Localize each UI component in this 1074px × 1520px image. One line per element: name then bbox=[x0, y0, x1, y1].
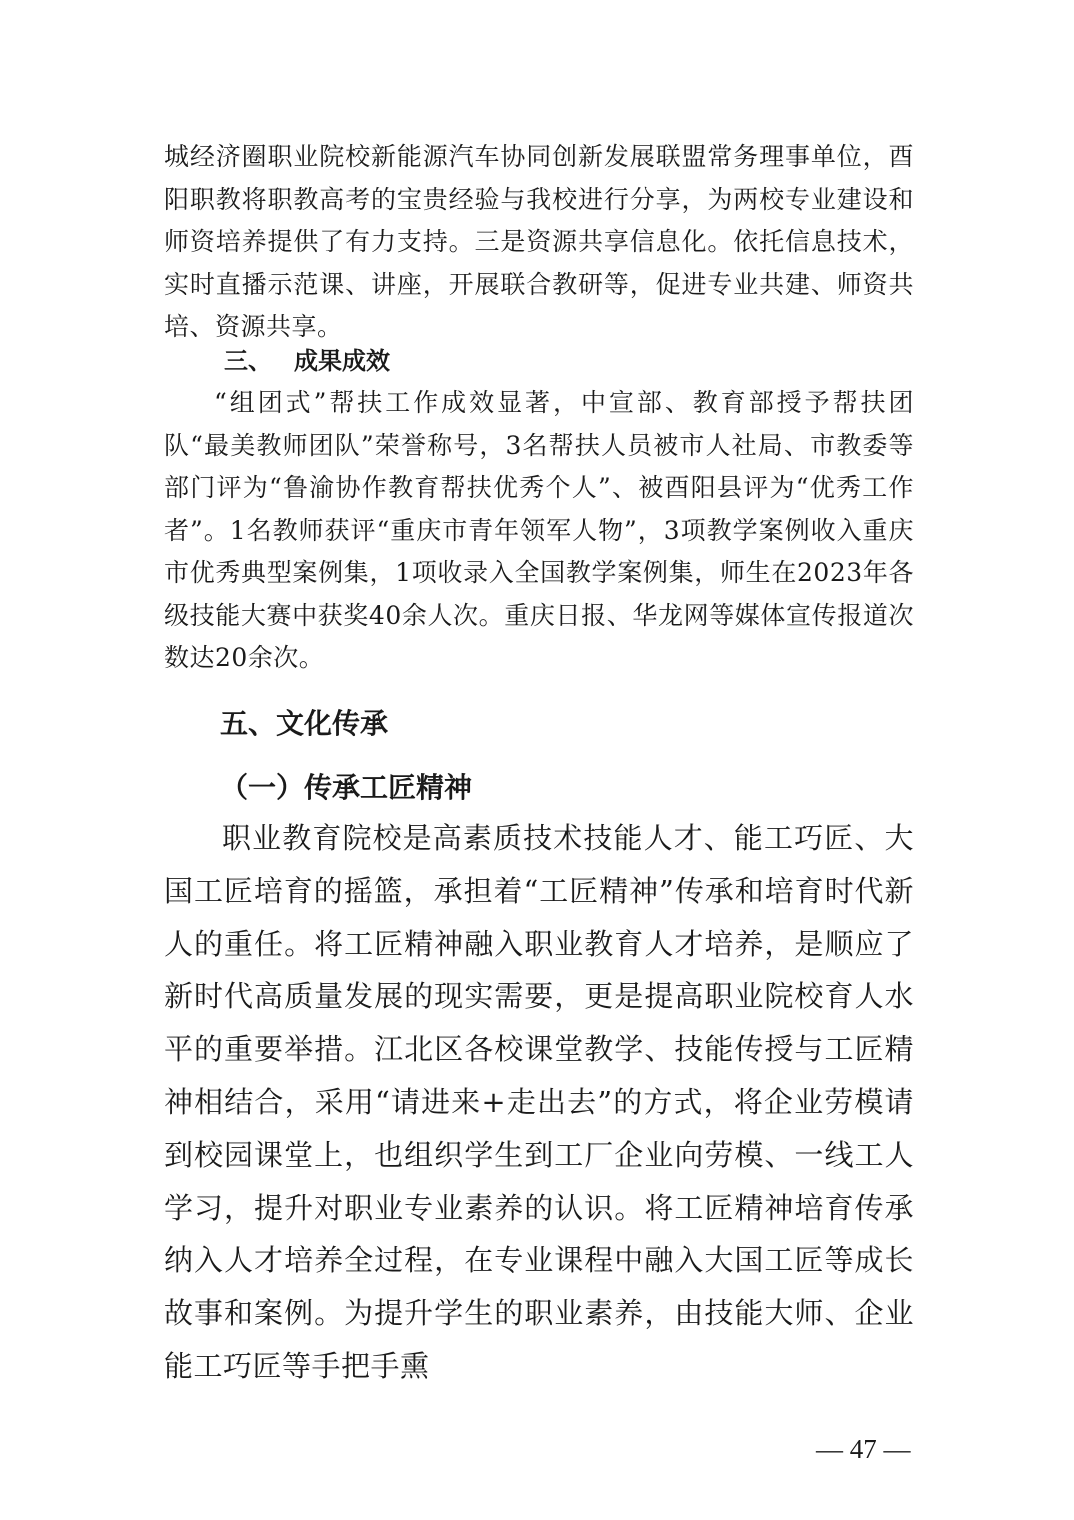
paragraph-resource-sharing: 城经济圈职业院校新能源汽车协同创新发展联盟常务理事单位，酉阳职教将职教高考的宝贵经验与我校进行分享，为两校专业建设和师资培养提供了有力支持。三是资源共享信息化。依托信息技术，实时直播示范课、讲座，开展联合教研等，促进专业共建、师资共培、资源共享。 bbox=[164, 142, 914, 341]
paragraph-block-1 bbox=[164, 136, 914, 349]
subheading-number: 三、 bbox=[224, 347, 272, 375]
section-heading-block bbox=[164, 704, 914, 744]
section-heading-cultural-heritage: 五、文化传承 bbox=[220, 707, 389, 740]
paragraph-block-3 bbox=[164, 812, 914, 1393]
subheading-block bbox=[164, 344, 914, 378]
page-number: — 47 — bbox=[816, 1434, 911, 1464]
paragraph-block-2 bbox=[164, 382, 914, 680]
subsection-heading-block bbox=[164, 768, 914, 808]
paragraph-results: “组团式”帮扶工作成效显著，中宣部、教育部授予帮扶团队“最美教师团队”荣誉称号，3名帮扶人员被市人社局、市教委等部门评为“鲁渝协作教育帮扶优秀个人”、被酉阳县评为“优秀工作者”。1名教师获评“重庆市青年领军人物”，3项教学案例收入重庆市优秀典型案例集，1项收录入全国教学案例集，师生在2023年各级技能大赛中获奖40余人次。重庆日报、华龙网等媒体宣传报道次数达20余次。 bbox=[164, 388, 914, 672]
subheading-title: 成果成效 bbox=[294, 347, 390, 375]
subsection-heading-craftsman-spirit: （一）传承工匠精神 bbox=[220, 771, 473, 804]
subheading-achievements bbox=[164, 344, 914, 378]
paragraph-craftsman-spirit: 职业教育院校是高素质技术技能人才、能工巧匠、大国工匠培育的摇篮，承担着“工匠精神”传承和培育时代新人的重任。将工匠精神融入职业教育人才培养，是顺应了新时代高质量发展的现实需要，更是提高职业院校育人水平的重要举措。江北区各校课堂教学、技能传授与工匠精神相结合，采用“请进来+走出去”的方式，将企业劳模请到校园课堂上，也组织学生到工厂企业向劳模、一线工人学习，提升对职业专业素养的认识。将工匠精神培育传承纳入人才培养全过程，在专业课程中融入大国工匠等成长故事和案例。为提升学生的职业素养，由技能大师、企业能工巧匠等手把手熏 bbox=[164, 821, 914, 1383]
